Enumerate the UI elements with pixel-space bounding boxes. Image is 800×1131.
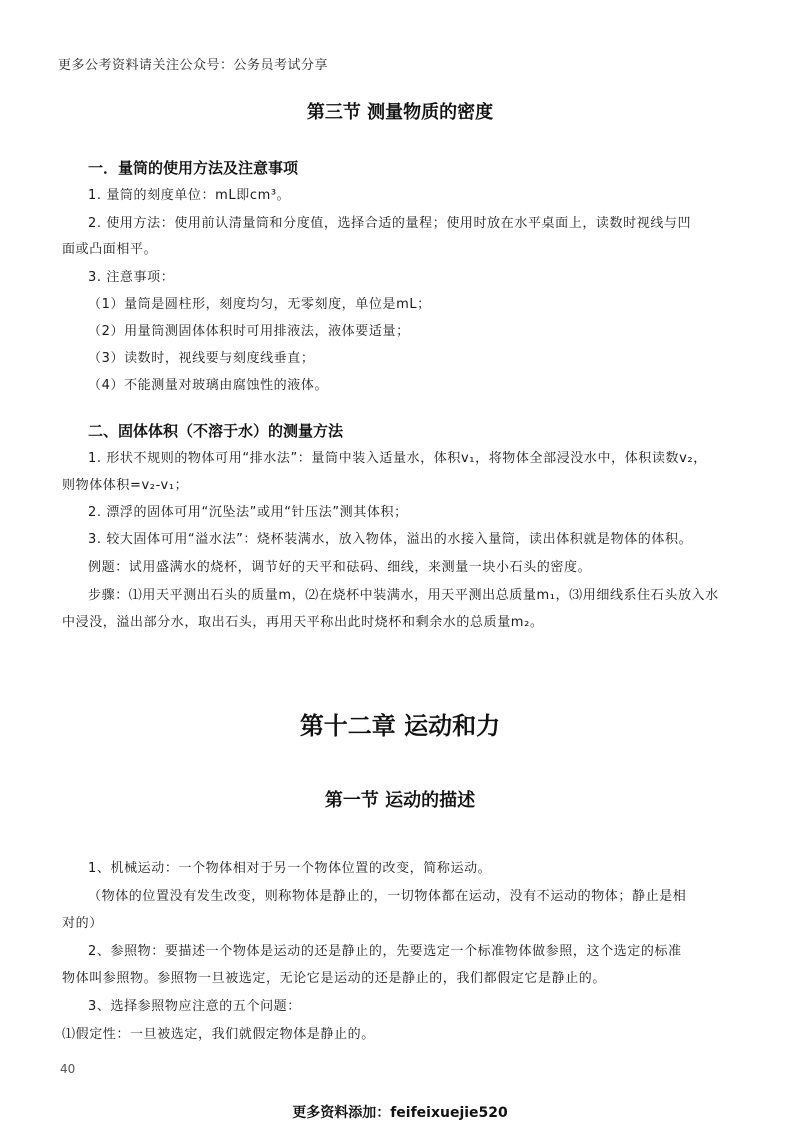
steps-text: 步骤：⑴用天平测出石头的质量m，⑵在烧杯中装满水，用天平测出总质量m₁，⑶用细线系住石头放入水: [88, 588, 719, 603]
paragraph: 3. 较大固体可用“溢水法”：烧杯装满水，放入物体，溢出的水接入量筒，读出体积就是物体的体积。: [88, 532, 693, 547]
steps-text: 中浸没，溢出部分水，取出石头，再用天平称出此时烧杯和剩余水的总质量m₂。: [62, 615, 544, 630]
paragraph: 物体叫参照物。参照物一旦被选定，无论它是运动的还是静止的，我们都假定它是静止的。: [62, 971, 607, 986]
page-number: 40: [60, 1062, 76, 1076]
chapter-title: 第十二章 运动和力: [299, 712, 501, 740]
paragraph: 2. 漂浮的固体可用“沉坠法”或用“针压法”测其体积；: [88, 505, 408, 520]
paragraph: 1. 量筒的刻度单位：mL即cm³。: [88, 188, 291, 203]
section-title: 第一节 运动的描述: [324, 790, 476, 811]
paragraph: （物体的位置没有发生改变，则称物体是静止的，一切物体都在运动，没有不运动的物体；静止是相: [88, 889, 687, 904]
subheading-2: 二、固体体积（不溶于水）的测量方法: [88, 422, 344, 440]
paragraph: 1、机械运动：一个物体相对于另一个物体位置的改变，简称运动。: [88, 861, 492, 876]
paragraph: 2. 使用方法：使用前认清量筒和分度值，选择合适的量程；使用时放在水平桌面上，读数时视线与凹: [88, 216, 692, 231]
list-item: （2）用量筒测固体体积时可用排液法，液体要适量；: [88, 324, 410, 339]
list-item: （1）量筒是圆柱形，刻度均匀，无零刻度，单位是mL；: [88, 297, 431, 312]
paragraph: 对的）: [62, 916, 103, 931]
list-item: （3）读数时，视线要与刻度线垂直；: [88, 351, 315, 366]
subheading-1: 一．量筒的使用方法及注意事项: [88, 159, 299, 177]
paragraph: 面或凸面相平。: [62, 242, 158, 257]
footer-note: 更多资料添加：feifeixuejie520: [292, 1105, 508, 1121]
paragraph: ⑴假定性：一旦被选定，我们就假定物体是静止的。: [62, 1027, 375, 1042]
header-note: 更多公考资料请关注公众号：公务员考试分享: [58, 58, 329, 73]
list-item: （4）不能测量对玻璃由腐蚀性的液体。: [88, 378, 329, 393]
paragraph: 2、参照物：要描述一个物体是运动的还是静止的，先要选定一个标准物体做参照，这个选定的标准: [88, 944, 682, 959]
section-title: 第三节 测量物质的密度: [306, 102, 494, 123]
paragraph: 1. 形状不规则的物体可用“排水法”：量筒中装入适量水，体积v₁，将物体全部浸没水中，体积读数v₂，: [88, 451, 707, 466]
paragraph: 3. 注意事项：: [88, 270, 175, 285]
example-text: 例题：试用盛满水的烧杯，调节好的天平和砝码、细线，来测量一块小石头的密度。: [88, 560, 592, 575]
paragraph: 则物体体积=v₂-v₁；: [62, 478, 189, 493]
paragraph: 3、选择参照物应注意的五个问题：: [88, 999, 301, 1014]
